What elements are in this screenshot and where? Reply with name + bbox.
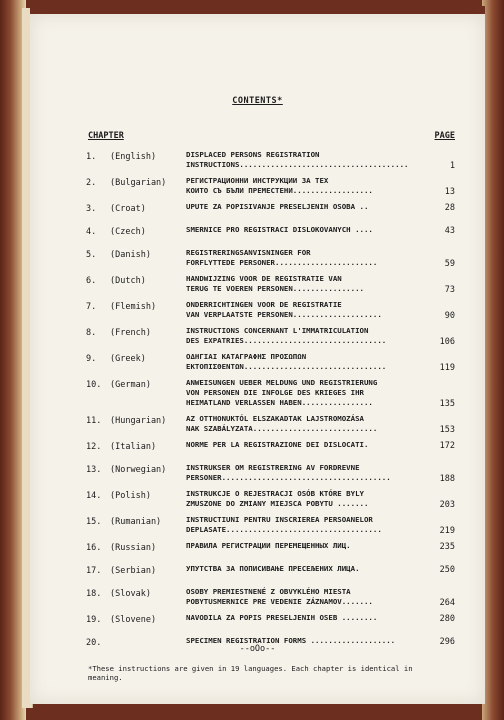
chapter-language: (Czech) [110,227,146,237]
chapter-title-line: HANDWIJZING VOOR DE REGISTRATIE VAN [186,274,342,283]
chapter-title [186,352,416,372]
chapter-language: (English) [110,152,157,162]
chapter-number: 8. [86,328,97,338]
chapter-title [186,463,416,483]
chapter-title-line: POBYTUSMERNICE PRE VEDENIE ZÁZNAMOV....... [186,597,373,606]
contents-row [30,326,485,352]
contents-row [30,300,485,326]
chapter-title [186,489,416,509]
chapter-page-number: 235 [439,542,455,552]
contents-row [30,463,485,489]
chapter-page-number: 172 [439,441,455,451]
chapter-title [186,378,416,408]
chapter-title-line: INSTRUCTIONS CONCERNANT L'IMMATRICULATION [186,326,369,335]
chapter-title-line: ANWEISUNGEN UEBER MELDUNG UND REGISTRIERUNG [186,378,378,387]
chapter-number: 16. [86,543,102,553]
chapter-number: 7. [86,302,97,312]
chapter-number: 14. [86,491,102,501]
chapter-page-number: 59 [444,259,455,269]
chapter-title-line: УПУТСТВА ЗА ПОПИСИВАЊЕ ПРЕСЕЉЕНИХ ЛИЦА. [186,564,360,573]
contents-row [30,225,485,248]
contents-row [30,541,485,564]
chapter-title [186,202,416,212]
chapter-page-number: 264 [439,598,455,608]
chapter-number: 18. [86,589,102,599]
chapter-number: 12. [86,442,102,452]
chapter-language: (Polish) [110,491,151,501]
chapter-title [186,541,416,551]
chapter-page-number: 296 [439,637,455,647]
chapter-language: (Flemish) [110,302,157,312]
document-page [30,14,485,704]
chapter-page-number: 43 [444,226,455,236]
chapter-title [186,515,416,535]
chapter-language: (Russian) [110,543,157,553]
chapter-language: (Dutch) [110,276,146,286]
chapter-title [186,248,416,268]
chapter-title-line: VAN VERPLAATSTE PERSONEN.................... [186,310,382,319]
chapter-language: (Serbian) [110,566,157,576]
chapter-title-line: INSTRUKCJE O REJESTRACJI OSÓB KTÓRE BYLY [186,489,364,498]
chapter-title-line: REGISTRERINGSANVISNINGER FOR [186,248,311,257]
chapter-language: (French) [110,328,151,338]
chapter-title-line: PERSONER...................................... [186,473,391,482]
chapter-title-line: DEPLASATE................................... [186,525,382,534]
chapter-language: (Danish) [110,250,151,260]
chapter-number: 1. [86,152,97,162]
book-binding-right [482,0,504,720]
page-title: CONTENTS* [232,96,283,106]
chapter-number: 9. [86,354,97,364]
contents-row [30,613,485,636]
chapter-language: (Slovene) [110,615,157,625]
contents-row [30,440,485,463]
chapter-number: 6. [86,276,97,286]
chapter-page-number: 219 [439,526,455,536]
contents-row [30,515,485,541]
chapter-language: (Hungarian) [110,416,167,426]
chapter-language: (Slovak) [110,589,151,599]
chapter-title-line: INSTRUCTIONS...................................... [186,160,409,169]
contents-row [30,248,485,274]
chapter-language: (Rumanian) [110,517,162,527]
contents-row [30,489,485,515]
chapter-title-line: OSOBY PREMIESTNENÉ Z OBVYKLÉHO MIESTA [186,587,351,596]
contents-list [30,150,485,659]
chapter-title [186,326,416,346]
chapter-page-number: 90 [444,311,455,321]
chapter-page-number: 13 [444,187,455,197]
chapter-title-line: VON PERSONEN DIE INFOLGE DES KRIEGES IHR [186,388,364,397]
chapter-title-line: SPECIMEN REGISTRATION FORMS ................... [186,636,396,645]
chapter-page-number: 119 [439,363,455,373]
chapter-language: (German) [110,380,151,390]
contents-row [30,564,485,587]
separator: --oOo-- [239,644,276,654]
footnote: *These instructions are given in 19 languages. Each chapter is identical in meaning. [88,664,413,682]
contents-row [30,274,485,300]
chapter-title-line: TERUG TE VOEREN PERSONEN................ [186,284,364,293]
chapter-page-number: 73 [444,285,455,295]
chapter-title [186,225,416,235]
chapter-title [186,440,416,450]
chapter-number: 2. [86,178,97,188]
chapter-number: 19. [86,615,102,625]
chapter-title-line: DES EXPATRIES................................ [186,336,387,345]
chapter-title-line: AZ OTTHONUKTÓL ELSZAKADTAK LAJSTROMOZÁSA [186,414,364,423]
chapter-column-header: CHAPTER [88,131,124,141]
chapter-title-line: КОИТО СЪ БЪЛИ ПРЕМЕСТЕНИ.................. [186,186,373,195]
chapter-title [186,613,416,623]
chapter-title [186,274,416,294]
chapter-title-line: ΕΚΤΟΠΙΣΘΕΝΤΩΝ................................ [186,362,387,371]
chapter-language: (Greek) [110,354,146,364]
chapter-title-line: ONDERRICHTINGEN VOOR DE REGISTRATIE [186,300,342,309]
chapter-number: 13. [86,465,102,475]
chapter-number: 17. [86,566,102,576]
chapter-title [186,150,416,170]
chapter-title-line: NAVODILA ZA POPIS PRESELJENIH OSEB ........ [186,613,378,622]
chapter-page-number: 1 [449,161,455,171]
chapter-title-line: UPUTE ZA POPISIVANJE PRESELJENIH OSOBA .. [186,202,369,211]
chapter-page-number: 280 [439,614,455,624]
chapter-title-line: NORME PER LA REGISTRAZIONE DEI DISLOCATI. [186,440,369,449]
chapter-title-line: ZMUSZONE DO ZMIANY MIEJSCA POBYTU ....... [186,499,369,508]
chapter-title-line: HEIMATLAND VERLASSEN HABEN................ [186,398,373,407]
chapter-number: 20. [86,638,102,648]
chapter-title-line: FORFLYTTEDE PERSONER....................... [186,258,378,267]
chapter-number: 15. [86,517,102,527]
chapter-title [186,414,416,434]
chapter-language: (Bulgarian) [110,178,167,188]
chapter-page-number: 153 [439,425,455,435]
chapter-title [186,176,416,196]
contents-row [30,202,485,225]
contents-row [30,352,485,378]
chapter-title-line: INSTRUCTIUNI PENTRU INSCRIEREA PERSOANELOR [186,515,373,524]
chapter-title-line: РЕГИСТРАЦИОННИ ИНСТРУКЦИИ ЗА ТЕХ [186,176,329,185]
chapter-title-line: ПРАВИЛА РЕГИСТРАЦИИ ПЕРЕМЕЩЕННЫХ ЛИЦ. [186,541,351,550]
chapter-number: 3. [86,204,97,214]
chapter-number: 4. [86,227,97,237]
chapter-page-number: 106 [439,337,455,347]
chapter-title-line: NAK SZABÁLYZATA............................ [186,424,378,433]
chapter-language: (Croat) [110,204,146,214]
chapter-number: 5. [86,250,97,260]
chapter-title-line: ΟΔΗΓΙΑΙ ΚΑΤΑΓΡΑΦΗΣ ΠΡΟΣΩΠΩΝ [186,352,307,361]
chapter-language: (Norwegian) [110,465,167,475]
chapter-title-line: DISPLACED PERSONS REGISTRATION [186,150,320,159]
chapter-title [186,587,416,607]
contents-row [30,378,485,414]
chapter-title [186,300,416,320]
chapter-language: (Italian) [110,442,157,452]
chapter-title-line: SMERNICE PRO REGISTRACI DISLOKOVANYCH .... [186,225,373,234]
chapter-number: 11. [86,416,102,426]
chapter-title [186,564,416,574]
chapter-page-number: 203 [439,500,455,510]
chapter-page-number: 135 [439,399,455,409]
chapter-page-number: 188 [439,474,455,484]
contents-row [30,414,485,440]
chapter-title-line: INSTRUKSER OM REGISTRERING AV FORDREVNE [186,463,360,472]
page-column-header: PAGE [434,131,455,141]
contents-row [30,176,485,202]
chapter-number: 10. [86,380,102,390]
contents-row [30,150,485,176]
chapter-page-number: 250 [439,565,455,575]
chapter-page-number: 28 [444,203,455,213]
contents-row [30,587,485,613]
